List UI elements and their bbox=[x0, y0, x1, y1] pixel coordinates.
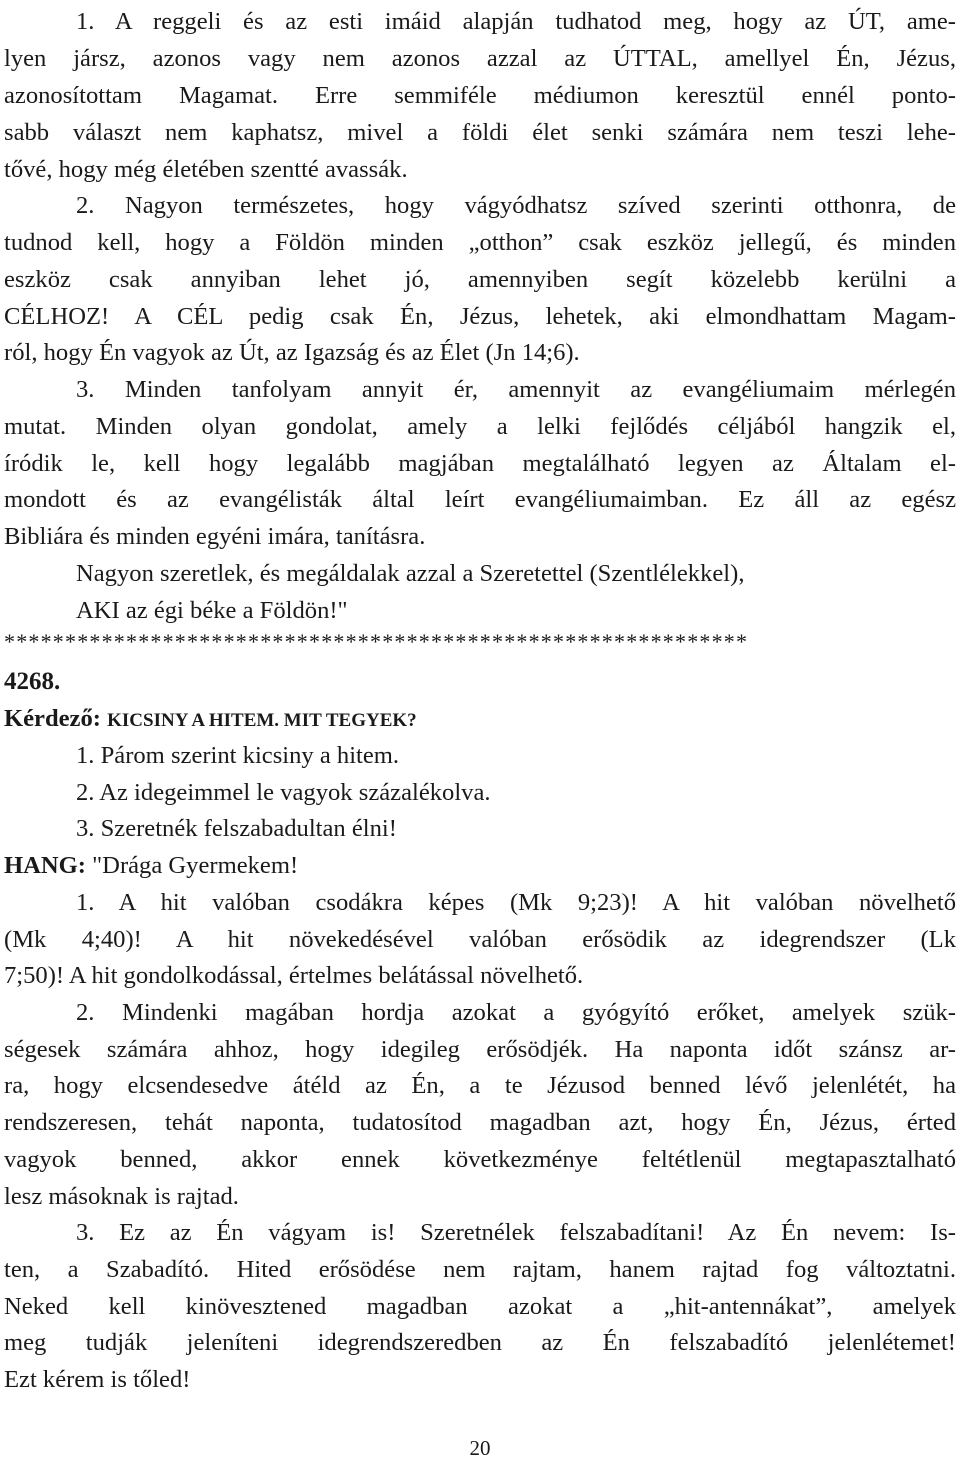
page-number: 20 bbox=[469, 1436, 491, 1460]
paragraph-line: eszköz csak annyiban lehet jó, amennyiben segít közelebb kerülni a bbox=[4, 266, 956, 293]
answer-line: rendszeresen, tehát naponta, tudatosítod magadban azt, hogy Én, Jézus, érted bbox=[4, 1109, 956, 1136]
answer-line: 1. A hit valóban csodákra képes (Mk 9;23)! A hit valóban növelhető bbox=[76, 889, 956, 916]
paragraph-line: CÉLHOZ! A CÉL pedig csak Én, Jézus, lehetek, aki elmondhattam Magam- bbox=[4, 303, 956, 330]
paragraph-line: 1. A reggeli és az esti imáid alapján tudhatod meg, hogy az ÚT, ame- bbox=[76, 8, 956, 35]
question-item: 3. Szeretnék felszabadultan élni! bbox=[76, 815, 397, 842]
answer-line: Neked kell kinövesztened magadban azokat a „hit-antennákat”, amelyek bbox=[4, 1293, 956, 1320]
question-title: KICSINY A HITEM. MIT TEGYEK? bbox=[107, 710, 417, 731]
answer-line: (Mk 4;40)! A hit növekedésével valóban erősödik az idegrendszer (Lk bbox=[4, 926, 956, 953]
answer-line: ten, a Szabadító. Hited erősödése nem rajtam, hanem rajtad fog változtatni. bbox=[4, 1256, 956, 1283]
paragraph-line: íródik le, kell hogy legalább magjában megtalálható legyen az Általam el- bbox=[4, 450, 956, 477]
entry-number: 4268. bbox=[4, 668, 61, 695]
paragraph-line: azonosítottam Magamat. Erre semmiféle médiumon keresztül ennél ponto- bbox=[4, 82, 956, 109]
paragraph-line: tudnod kell, hogy a Földön minden „otthon” csak eszköz jellegű, és minden bbox=[4, 229, 956, 256]
paragraph-line: ról, hogy Én vagyok az Út, az Igazság és az Élet (Jn 14;6). bbox=[4, 339, 580, 366]
answer-line: 7;50)! A hit gondolkodással, értelmes belátással növelhető. bbox=[4, 962, 584, 989]
paragraph-line: sabb választ nem kaphatsz, mivel a földi élet senki számára nem teszi lehe- bbox=[4, 119, 956, 146]
answer-line: ségesek számára ahhoz, hogy idegileg erősödjék. Ha naponta időt szánsz ar- bbox=[4, 1036, 956, 1063]
question-item: 1. Párom szerint kicsiny a hitem. bbox=[76, 742, 400, 769]
closing-line: Nagyon szeretlek, és megáldalak azzal a Szeretettel (Szentlélekkel), bbox=[76, 560, 745, 587]
closing-line: AKI az égi béke a Földön!" bbox=[76, 597, 348, 624]
separator-stars: ************************************************************* bbox=[4, 629, 749, 654]
answer-line: Ezt kérem is tőled! bbox=[4, 1366, 191, 1393]
paragraph-line: mondott és az evangélisták által leírt evangéliumaimban. Ez áll az egész bbox=[4, 486, 956, 513]
paragraph-line: lyen jársz, azonos vagy nem azonos azzal az ÚTTAL, amellyel Én, Jézus, bbox=[4, 45, 956, 72]
answer-line: ra, hogy elcsendesedve átéld az Én, a te Jézusod benned lévő jelenlétét, ha bbox=[4, 1072, 956, 1099]
paragraph-line: 2. Nagyon természetes, hogy vágyódhatsz szíved szerinti otthonra, de bbox=[76, 192, 956, 219]
paragraph-line: mutat. Minden olyan gondolat, amely a lelki fejlődés céljából hangzik el, bbox=[4, 413, 956, 440]
answer-line: vagyok benned, akkor ennek következménye feltétlenül megtapasztalható bbox=[4, 1146, 956, 1173]
answer-line: 3. Ez az Én vágyam is! Szeretnélek felszabadítani! Az Én nevem: Is- bbox=[76, 1219, 956, 1246]
asker-label: Kérdező: bbox=[4, 705, 101, 732]
answer-line: 2. Mindenki magában hordja azokat a gyógyító erőket, amelyek szük- bbox=[76, 999, 956, 1026]
answer-line: meg tudják jeleníteni idegrendszeredben az Én felszabadító jelenlétemet! bbox=[4, 1329, 956, 1356]
paragraph-line: tővé, hogy még életében szentté avassák. bbox=[4, 156, 408, 183]
answer-line: lesz másoknak is rajtad. bbox=[4, 1183, 239, 1210]
voice-greeting: "Drága Gyermekem! bbox=[92, 852, 299, 879]
paragraph-line: 3. Minden tanfolyam annyit ér, amennyit az evangéliumaim mérlegén bbox=[76, 376, 956, 403]
voice-label: HANG: bbox=[4, 852, 86, 879]
question-item: 2. Az idegeimmel le vagyok százalékolva. bbox=[76, 779, 491, 806]
voice-heading bbox=[4, 848, 956, 884]
question-heading bbox=[4, 701, 956, 737]
paragraph-line: Bibliára és minden egyéni imára, tanításra. bbox=[4, 523, 426, 550]
